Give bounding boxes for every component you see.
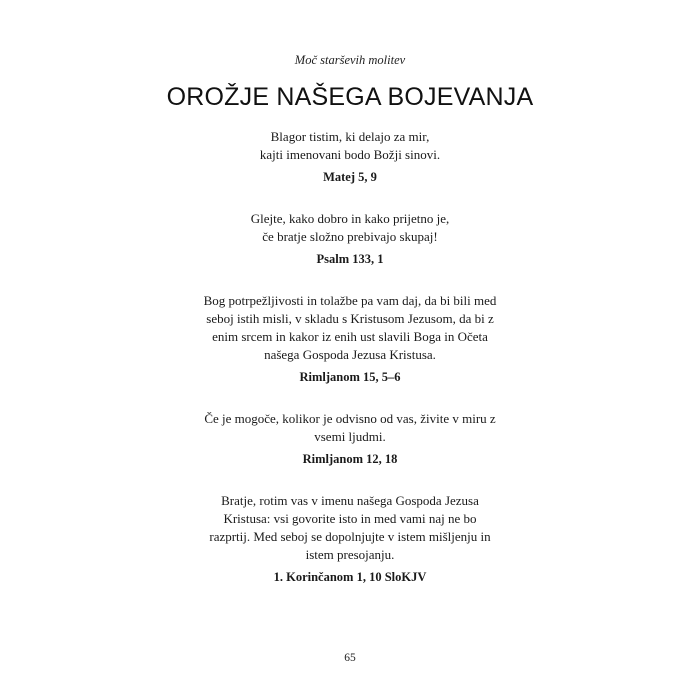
quote-line: Bratje, rotim vas v imenu našega Gospoda Jezusa [221, 493, 479, 508]
quote-block [200, 492, 500, 586]
chapter-title: OROŽJE NAŠEGA BOJEVANJA [166, 83, 534, 111]
page-number: 65 [344, 652, 356, 664]
quote-line: razprtij. Med seboj se dopolnjujte v istem mišljenju in [209, 529, 491, 544]
quote-block [200, 210, 500, 268]
quote-text [200, 128, 500, 164]
quote-line: Glejte, kako dobro in kako prijetno je, [250, 211, 450, 226]
quote-line: našega Gospoda Jezusa Kristusa. [264, 347, 436, 362]
quote-line: enim srcem in kakor iz enih ust slavili Boga in Očeta [212, 329, 488, 344]
quote-line: Če je mogoče, kolikor je odvisno od vas, živite v miru z [204, 411, 496, 426]
quote-reference: Matej 5, 9 [323, 170, 377, 184]
quote-reference: Rimljanom 12, 18 [302, 452, 398, 466]
quote-reference: Psalm 133, 1 [316, 252, 384, 266]
quote-block [200, 128, 500, 186]
quote-text [200, 492, 500, 564]
quote-line: kajti imenovani bodo Božji sinovi. [259, 147, 441, 162]
quote-reference: Rimljanom 15, 5–6 [299, 370, 401, 384]
quote-line: vsemi ljudmi. [314, 429, 386, 444]
quote-line: če bratje složno prebivajo skupaj! [262, 229, 438, 244]
quote-list [200, 128, 500, 610]
quote-block [200, 410, 500, 468]
quote-line: Kristusa: vsi govorite isto in med vami naj ne bo [223, 511, 477, 526]
quote-text [200, 210, 500, 246]
quote-line: Bog potrpežljivosti in tolažbe pa vam daj, da bi bili med [203, 293, 497, 308]
running-head: Moč starševih molitev [294, 53, 406, 67]
quote-line: seboj istih misli, v skladu s Kristusom Jezusom, da bi z [206, 311, 494, 326]
quote-text [200, 292, 500, 364]
quote-line: Blagor tistim, ki delajo za mir, [270, 129, 430, 144]
quote-text [200, 410, 500, 446]
quote-line: istem presojanju. [305, 547, 395, 562]
quote-block [200, 292, 500, 386]
quote-reference: 1. Korinčanom 1, 10 SloKJV [273, 570, 427, 584]
